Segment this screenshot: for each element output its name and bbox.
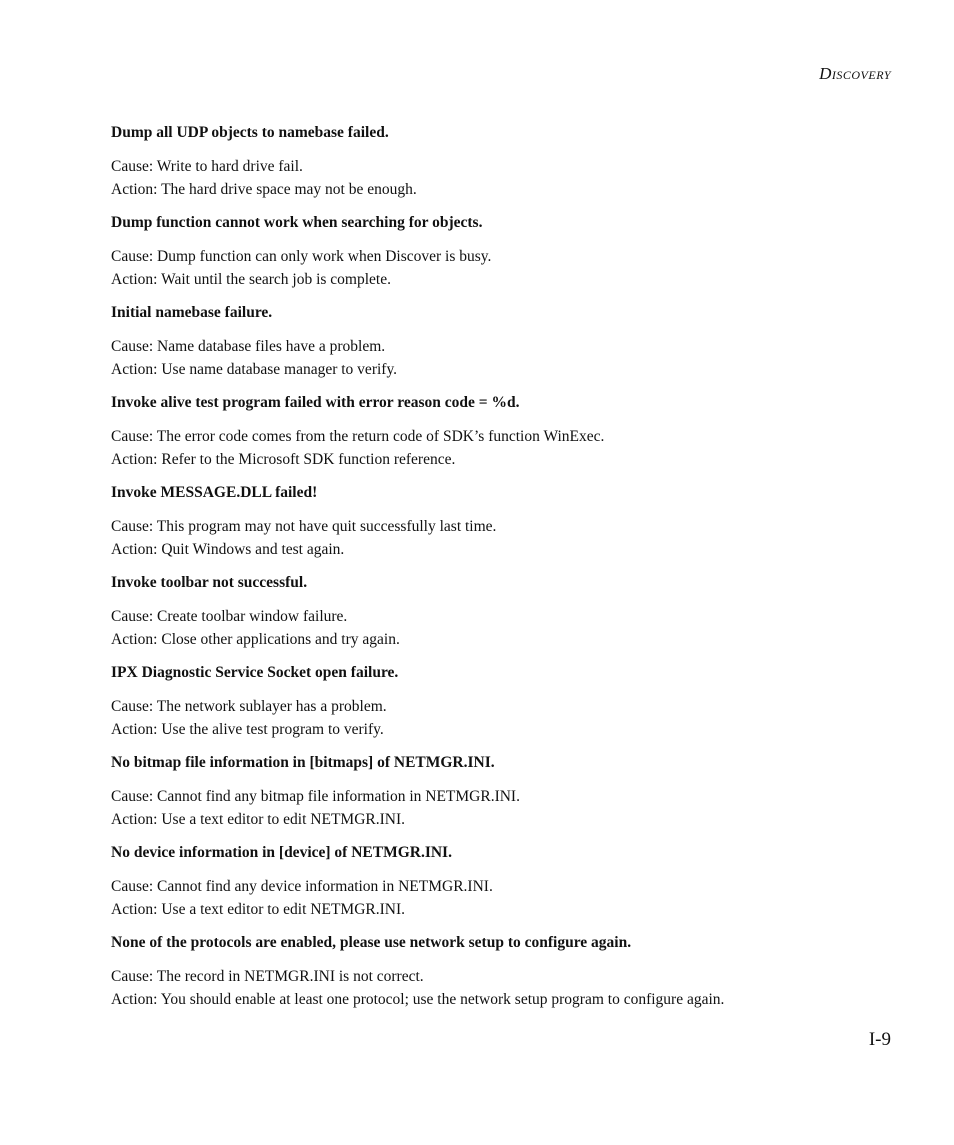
error-cause: Cause: The error code comes from the return code of SDK’s function WinExec. xyxy=(111,428,605,445)
error-cause: Cause: Write to hard drive fail. xyxy=(111,158,303,175)
error-action: Action: Use a text editor to edit NETMGR.INI. xyxy=(111,811,406,828)
error-title: Initial namebase failure. xyxy=(111,304,273,321)
error-cause: Cause: Dump function can only work when Discover is busy. xyxy=(111,248,492,265)
error-message-list xyxy=(111,122,901,1011)
error-cause: Cause: Cannot find any bitmap file information in NETMGR.INI. xyxy=(111,788,520,805)
error-cause: Cause: The record in NETMGR.INI is not correct. xyxy=(111,968,424,985)
error-title: Dump function cannot work when searching for objects. xyxy=(111,214,483,231)
error-entry xyxy=(111,212,901,291)
error-entry xyxy=(111,392,901,471)
error-title: None of the protocols are enabled, please use network setup to configure again. xyxy=(111,934,632,951)
error-cause: Cause: Cannot find any device information in NETMGR.INI. xyxy=(111,878,493,895)
error-cause: Cause: Create toolbar window failure. xyxy=(111,608,348,625)
error-title: No device information in [device] of NETMGR.INI. xyxy=(111,844,452,861)
error-entry xyxy=(111,122,901,201)
error-action: Action: Use a text editor to edit NETMGR.INI. xyxy=(111,901,406,918)
error-action: Action: Quit Windows and test again. xyxy=(111,541,345,558)
error-cause: Cause: The network sublayer has a problem. xyxy=(111,698,387,715)
error-title: Invoke toolbar not successful. xyxy=(111,574,308,591)
error-entry xyxy=(111,572,901,651)
error-action: Action: Use the alive test program to verify. xyxy=(111,721,384,738)
error-cause: Cause: Name database files have a problem. xyxy=(111,338,386,355)
page-number: I-9 xyxy=(868,1029,891,1050)
error-action: Action: The hard drive space may not be enough. xyxy=(111,181,417,198)
error-title: No bitmap file information in [bitmaps] of NETMGR.INI. xyxy=(111,754,495,771)
error-entry xyxy=(111,482,901,561)
error-action: Action: Close other applications and try again. xyxy=(111,631,400,648)
error-title: IPX Diagnostic Service Socket open failure. xyxy=(111,664,399,681)
error-action: Action: Wait until the search job is complete. xyxy=(111,271,391,288)
error-title: Invoke alive test program failed with error reason code = %d. xyxy=(111,394,520,411)
error-title: Invoke MESSAGE.DLL failed! xyxy=(111,484,318,501)
error-entry xyxy=(111,842,901,921)
error-entry xyxy=(111,302,901,381)
error-entry xyxy=(111,932,901,1011)
error-action: Action: Refer to the Microsoft SDK function reference. xyxy=(111,451,456,468)
error-entry xyxy=(111,662,901,741)
error-title: Dump all UDP objects to namebase failed. xyxy=(111,124,389,141)
error-action: Action: You should enable at least one protocol; use the network setup program to configure again. xyxy=(111,991,725,1008)
running-header: Discovery xyxy=(819,64,891,83)
error-action: Action: Use name database manager to verify. xyxy=(111,361,398,378)
error-entry xyxy=(111,752,901,831)
error-cause: Cause: This program may not have quit successfully last time. xyxy=(111,518,497,535)
